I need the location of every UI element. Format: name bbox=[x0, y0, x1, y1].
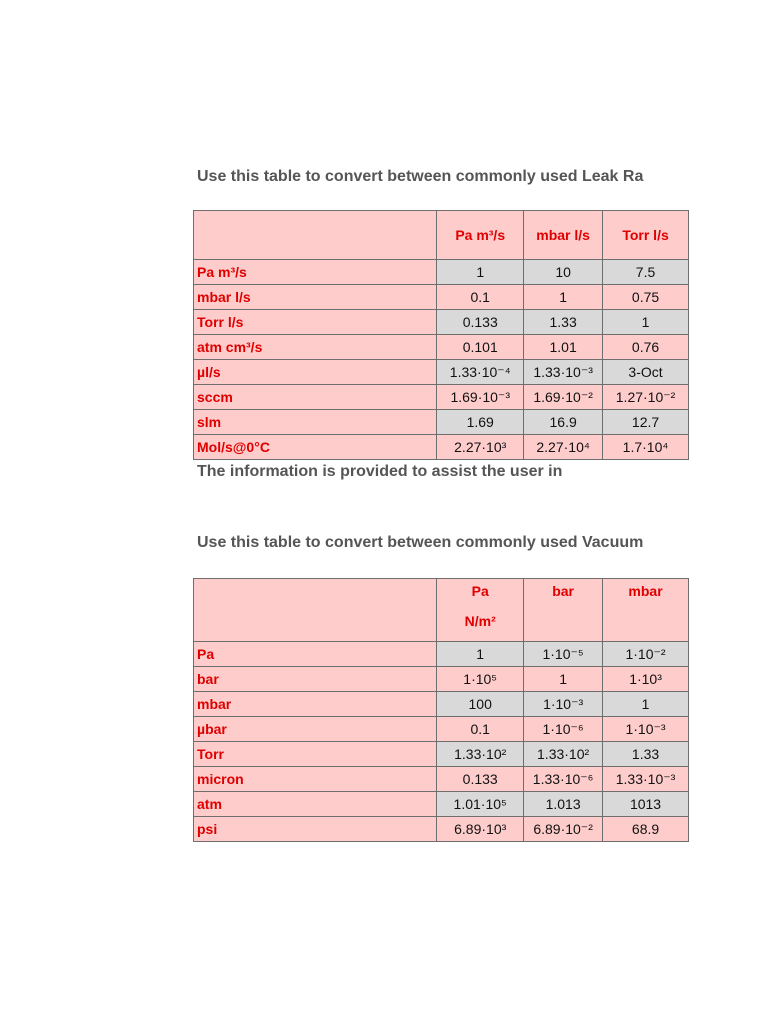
table-cell: 1·10⁻⁵ bbox=[524, 642, 603, 667]
table-cell: 3-Oct bbox=[603, 360, 689, 385]
row-label: atm bbox=[194, 792, 437, 817]
column-header-line: bar bbox=[552, 583, 574, 599]
table-cell: 1·10⁵ bbox=[437, 667, 524, 692]
row-label: mbar l/s bbox=[194, 285, 437, 310]
table-row bbox=[194, 435, 689, 460]
table-cell: 100 bbox=[437, 692, 524, 717]
table-corner-cell bbox=[194, 579, 437, 642]
column-header bbox=[437, 579, 524, 642]
table-cell: 1.69·10⁻² bbox=[524, 385, 603, 410]
table-cell: 2.27·10³ bbox=[437, 435, 524, 460]
row-label: Torr bbox=[194, 742, 437, 767]
row-label: slm bbox=[194, 410, 437, 435]
table-cell: 16.9 bbox=[524, 410, 603, 435]
table-cell: 68.9 bbox=[603, 817, 689, 842]
table-cell: 1.33·10² bbox=[524, 742, 603, 767]
table-cell: 1 bbox=[524, 285, 603, 310]
row-label: µl/s bbox=[194, 360, 437, 385]
table-cell: 1·10⁻³ bbox=[524, 692, 603, 717]
table-cell: 1·10⁻³ bbox=[603, 717, 689, 742]
table-row bbox=[194, 667, 689, 692]
table-row bbox=[194, 717, 689, 742]
table-header-row bbox=[194, 211, 689, 260]
table-cell: 1 bbox=[437, 260, 524, 285]
table-cell: 0.101 bbox=[437, 335, 524, 360]
table-corner-cell bbox=[194, 211, 437, 260]
table-row bbox=[194, 335, 689, 360]
column-header bbox=[524, 579, 603, 642]
table-cell: 0.76 bbox=[603, 335, 689, 360]
table-cell: 1.33·10⁻⁶ bbox=[524, 767, 603, 792]
row-label: Torr l/s bbox=[194, 310, 437, 335]
table-row bbox=[194, 742, 689, 767]
table-cell: 1.01·10⁵ bbox=[437, 792, 524, 817]
table-cell: 1.013 bbox=[524, 792, 603, 817]
table-cell: 1 bbox=[603, 310, 689, 335]
column-header-line: Pa bbox=[471, 583, 489, 599]
leak-rate-table bbox=[193, 210, 689, 460]
table-cell: 1.33 bbox=[524, 310, 603, 335]
column-header: Pa m³/s bbox=[437, 211, 524, 260]
row-label: sccm bbox=[194, 385, 437, 410]
table-cell: 0.75 bbox=[603, 285, 689, 310]
table-cell: 10 bbox=[524, 260, 603, 285]
vacuum-pressure-table bbox=[193, 578, 689, 842]
table-cell: 1.33 bbox=[603, 742, 689, 767]
table-cell: 1.33·10² bbox=[437, 742, 524, 767]
column-header-line: mbar bbox=[628, 583, 663, 599]
table-cell: 1.01 bbox=[524, 335, 603, 360]
table-row bbox=[194, 767, 689, 792]
leak-rate-caption: Use this table to convert between commonly used Leak Ra bbox=[197, 168, 644, 185]
row-label: Pa m³/s bbox=[194, 260, 437, 285]
table-cell: 1.33·10⁻³ bbox=[524, 360, 603, 385]
row-label: atm cm³/s bbox=[194, 335, 437, 360]
row-label: mbar bbox=[194, 692, 437, 717]
table-row bbox=[194, 410, 689, 435]
table-header-row bbox=[194, 579, 689, 642]
table-row bbox=[194, 360, 689, 385]
table-cell: 1.27·10⁻² bbox=[603, 385, 689, 410]
vacuum-caption: Use this table to convert between commonly used Vacuum bbox=[197, 534, 644, 551]
table-cell: 1.33·10⁻³ bbox=[603, 767, 689, 792]
table-cell: 1.33·10⁻⁴ bbox=[437, 360, 524, 385]
table-cell: 0.133 bbox=[437, 310, 524, 335]
table-row bbox=[194, 642, 689, 667]
table-cell: 1.7·10⁴ bbox=[603, 435, 689, 460]
table-cell: 0.1 bbox=[437, 717, 524, 742]
column-header: mbar l/s bbox=[524, 211, 603, 260]
table-cell: 1·10⁻⁶ bbox=[524, 717, 603, 742]
column-header bbox=[603, 579, 689, 642]
table-cell: 7.5 bbox=[603, 260, 689, 285]
row-label: micron bbox=[194, 767, 437, 792]
table-row bbox=[194, 817, 689, 842]
table-row bbox=[194, 692, 689, 717]
table-cell: 1·10³ bbox=[603, 667, 689, 692]
table-cell: 1.69·10⁻³ bbox=[437, 385, 524, 410]
table-row bbox=[194, 792, 689, 817]
row-label: bar bbox=[194, 667, 437, 692]
table-row bbox=[194, 310, 689, 335]
column-header-unit: N/m² bbox=[464, 613, 496, 629]
table-row bbox=[194, 260, 689, 285]
table-row bbox=[194, 385, 689, 410]
column-header: Torr l/s bbox=[603, 211, 689, 260]
table-cell: 6.89·10³ bbox=[437, 817, 524, 842]
leak-table-footer-note: The information is provided to assist the user in bbox=[197, 463, 563, 480]
table-cell: 0.133 bbox=[437, 767, 524, 792]
row-label: Mol/s@0°C bbox=[194, 435, 437, 460]
row-label: Pa bbox=[194, 642, 437, 667]
table-cell: 1 bbox=[524, 667, 603, 692]
table-cell: 0.1 bbox=[437, 285, 524, 310]
table-cell: 2.27·10⁴ bbox=[524, 435, 603, 460]
row-label: µbar bbox=[194, 717, 437, 742]
table-cell: 12.7 bbox=[603, 410, 689, 435]
table-cell: 1013 bbox=[603, 792, 689, 817]
row-label: psi bbox=[194, 817, 437, 842]
table-cell: 1 bbox=[603, 692, 689, 717]
table-cell: 1·10⁻² bbox=[603, 642, 689, 667]
table-cell: 1 bbox=[437, 642, 524, 667]
table-row bbox=[194, 285, 689, 310]
table-cell: 1.69 bbox=[437, 410, 524, 435]
table-cell: 6.89·10⁻² bbox=[524, 817, 603, 842]
